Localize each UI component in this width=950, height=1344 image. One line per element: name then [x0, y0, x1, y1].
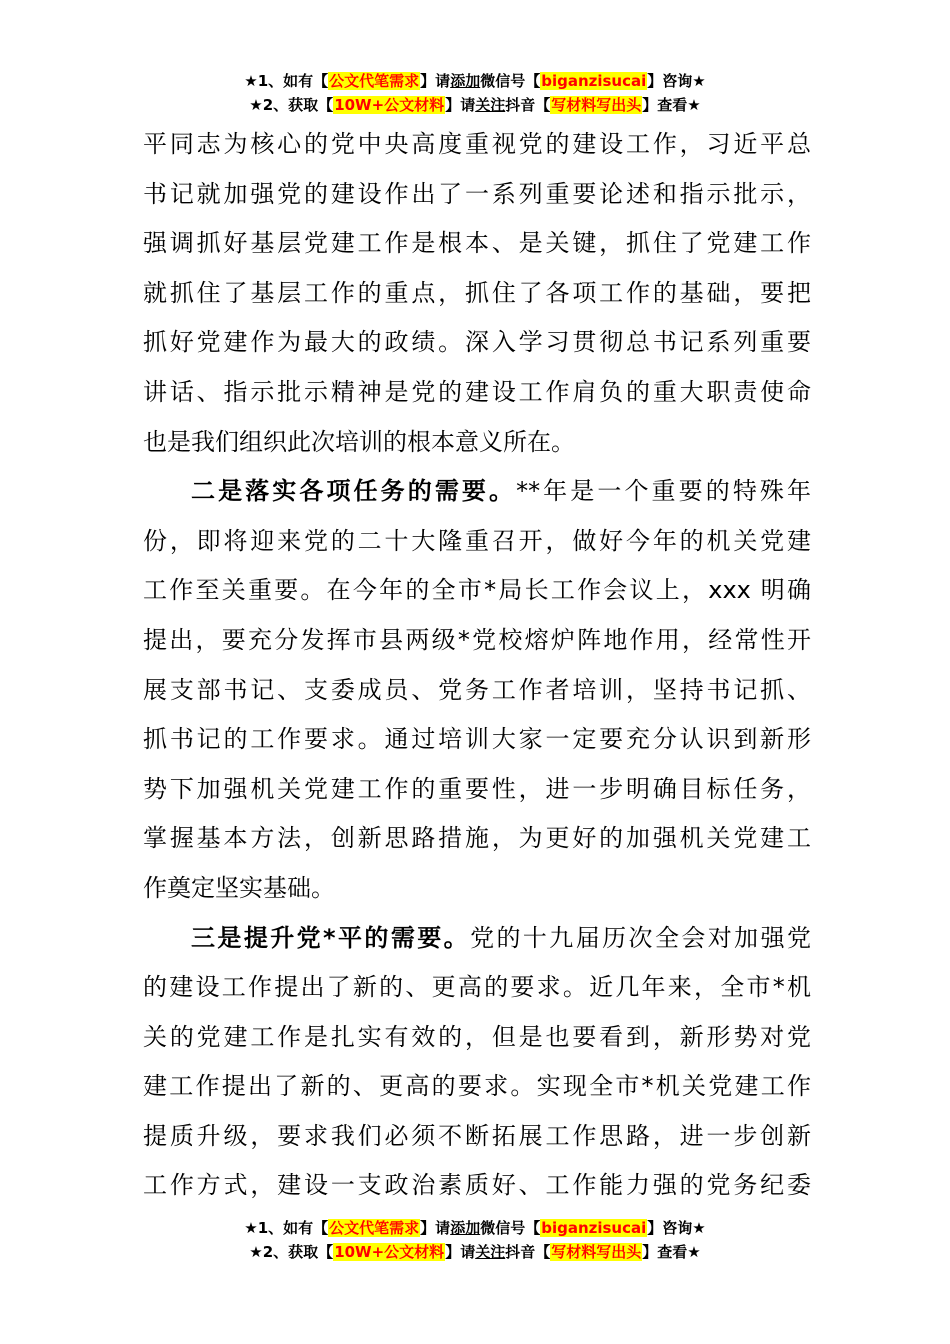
banner-highlight: 公文代笔需求: [329, 72, 420, 90]
banner-douyin-account: 写材料写出头: [551, 96, 642, 114]
text-line: 抓好党建作为最大的政绩。深入学习贯彻总书记系列重要: [143, 328, 811, 357]
banner-underlined-text: 关注: [475, 96, 506, 114]
paragraph-3: [143, 914, 811, 1212]
text-line: 强调抓好基层党建工作是根本、是关键，抓住了党建工作: [143, 229, 811, 258]
banner-text: 抖音【: [505, 1243, 551, 1261]
text-line: 的建设工作提出了新的、更高的要求。近几年来，全市*机: [143, 973, 811, 1002]
text-line: [143, 914, 811, 964]
footer-banner: [0, 1217, 950, 1265]
banner-line-1: [0, 1217, 950, 1241]
banner-douyin-account: 写材料写出头: [551, 1243, 642, 1261]
text-run: 党的十九届历次全会对加强党: [470, 923, 812, 952]
text-line: 工作方式，建设一支政治素质好、工作能力强的党务纪委: [143, 1171, 811, 1200]
text-line: 平同志为核心的党中央高度重视党的建设工作，习近平总: [143, 130, 811, 158]
text-line: 势下加强机关党建工作的重要性，进一步明确目标任务，: [143, 774, 811, 803]
banner-line-2: [0, 94, 950, 118]
paragraph-lead: 二是落实各项任务的需要。: [191, 477, 517, 506]
text-line: 书记就加强党的建设作出了一系列重要论述和指示批示，: [143, 179, 811, 208]
text-line: 也是我们组织此次培训的根本意义所在。: [143, 427, 575, 456]
banner-text: 微信号【: [480, 72, 541, 90]
banner-highlight: 10W+公文材料: [334, 96, 445, 114]
banner-text: ★2、获取【: [249, 96, 334, 114]
text-line: 建工作提出了新的、更高的要求。实现全市*机关党建工作: [143, 1072, 811, 1101]
text-line: 展支部书记、支委成员、党务工作者培训，坚持书记抓、: [143, 675, 811, 704]
text-line: [143, 467, 811, 517]
text-line: 作奠定坚实基础。: [143, 873, 335, 902]
text-line: 掌握基本方法，创新思路措施，为更好的加强机关党建工: [143, 824, 811, 853]
text-line: 提出，要充分发挥市县两级*党校熔炉阵地作用，经常性开: [143, 625, 811, 654]
banner-text: 】请: [420, 1219, 451, 1237]
text-line: 讲话、指示批示精神是党的建设工作肩负的重大职责使命: [143, 377, 811, 406]
text-line: 提质升级，要求我们必须不断拓展工作思路，进一步创新: [143, 1121, 811, 1150]
banner-text: ★1、如有【: [244, 72, 329, 90]
header-banner: [0, 70, 950, 118]
text-line: 关的党建工作是扎实有效的，但是也要看到，新形势对党: [143, 1022, 811, 1051]
paragraph-1: [143, 120, 811, 467]
banner-line-1: [0, 70, 950, 94]
banner-wechat-id: biganzisucai: [541, 72, 647, 90]
banner-text: ★2、获取【: [249, 1243, 334, 1261]
banner-wechat-id: biganzisucai: [541, 1219, 647, 1237]
banner-text: 】查看★: [642, 96, 701, 114]
banner-highlight: 10W+公文材料: [334, 1243, 445, 1261]
text-line: 抓书记的工作要求。通过培训大家一定要充分认识到新形: [143, 725, 811, 754]
text-line: 工作至关重要。在今年的全市*局长工作会议上，xxx 明确: [143, 576, 811, 605]
banner-highlight: 公文代笔需求: [329, 1219, 420, 1237]
banner-underlined-text: 关注: [475, 1243, 506, 1261]
text-run: **年是一个重要的特殊年: [516, 477, 812, 506]
banner-text: 】查看★: [642, 1243, 701, 1261]
banner-underlined-text: 添加: [450, 72, 481, 90]
text-line: 份，即将迎来党的二十大隆重召开，做好今年的机关党建: [143, 526, 811, 555]
text-line: 就抓住了基层工作的重点，抓住了各项工作的基础，要把: [143, 278, 811, 307]
paragraph-2: [143, 467, 811, 913]
banner-text: 】请: [420, 72, 451, 90]
banner-text: 】咨询★: [647, 72, 706, 90]
paragraph-lead: 三是提升党*平的需要。: [191, 923, 471, 952]
document-body: [143, 120, 811, 1211]
banner-underlined-text: 添加: [450, 1219, 481, 1237]
banner-text: 抖音【: [505, 96, 551, 114]
banner-line-2: [0, 1241, 950, 1265]
banner-text: 】请: [445, 1243, 476, 1261]
banner-text: 】咨询★: [647, 1219, 706, 1237]
banner-text: 微信号【: [480, 1219, 541, 1237]
banner-text: ★1、如有【: [244, 1219, 329, 1237]
banner-text: 】请: [445, 96, 476, 114]
